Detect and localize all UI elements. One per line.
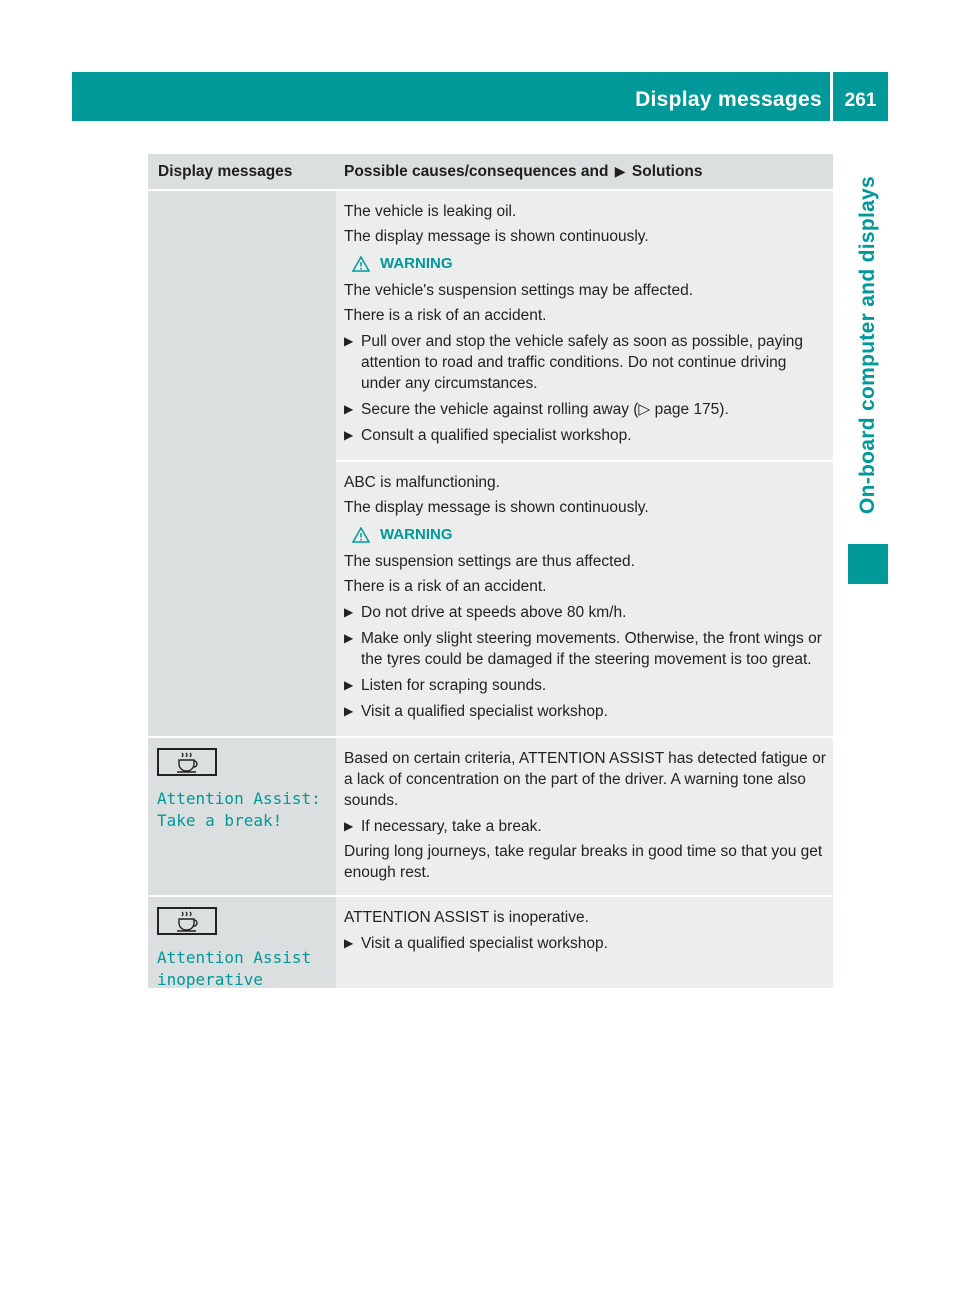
table-row bbox=[148, 895, 833, 988]
step-text: Make only slight steering movements. Otherwise, the front wings or the tyres could be damaged if the steering movement is too great. bbox=[361, 630, 822, 668]
solutions-column bbox=[336, 191, 833, 736]
warning-triangle-icon bbox=[352, 527, 370, 543]
page-number: 261 bbox=[844, 90, 877, 111]
warning-label: WARNING bbox=[380, 526, 453, 543]
coffee-cup-icon bbox=[157, 907, 217, 935]
arrow-right-icon: ▶ bbox=[614, 163, 626, 179]
step-text: Secure the vehicle against rolling away (▷ page 175). bbox=[361, 401, 729, 418]
instruction-step bbox=[344, 675, 827, 696]
cause-text: The display message is shown continuously. bbox=[344, 499, 649, 516]
instruction-step bbox=[344, 399, 827, 420]
step-arrow-icon: ▶ bbox=[344, 678, 354, 692]
solutions-cell bbox=[336, 897, 833, 988]
warning-heading bbox=[352, 524, 827, 545]
warning-text: There is a risk of an accident. bbox=[344, 578, 547, 595]
step-arrow-icon: ▶ bbox=[344, 704, 354, 718]
step-arrow-icon: ▶ bbox=[344, 819, 354, 833]
instruction-step bbox=[344, 816, 827, 837]
step-arrow-icon: ▶ bbox=[344, 631, 354, 645]
display-messages-table bbox=[148, 154, 833, 988]
cause-text: During long journeys, take regular breaks in good time so that you get enough rest. bbox=[344, 843, 823, 881]
step-arrow-icon: ▶ bbox=[344, 334, 354, 348]
cause-text: ABC is malfunctioning. bbox=[344, 474, 500, 491]
warning-text: The vehicle's suspension settings may be affected. bbox=[344, 282, 694, 299]
coffee-cup-icon bbox=[157, 748, 217, 776]
instruction-step bbox=[344, 701, 827, 722]
step-arrow-icon: ▶ bbox=[344, 402, 354, 416]
display-message-text: Attention Assist: Take a break! bbox=[157, 789, 321, 830]
warning-text: There is a risk of an accident. bbox=[344, 307, 547, 324]
table-row bbox=[336, 191, 833, 460]
step-arrow-icon: ▶ bbox=[344, 936, 354, 950]
column-header-prefix: Possible causes/consequences and bbox=[344, 163, 609, 180]
table-header bbox=[148, 154, 833, 189]
instruction-step bbox=[344, 331, 827, 394]
warning-heading bbox=[352, 253, 827, 274]
merged-message-cell bbox=[148, 191, 336, 736]
instruction-step bbox=[344, 602, 827, 623]
cause-text: The vehicle is leaking oil. bbox=[344, 203, 517, 220]
side-tab-marker bbox=[848, 544, 888, 584]
table-row bbox=[336, 460, 833, 736]
column-header-messages: Display messages bbox=[158, 163, 293, 180]
step-text: If necessary, take a break. bbox=[361, 818, 542, 835]
message-cell bbox=[148, 897, 336, 988]
instruction-step bbox=[344, 628, 827, 670]
solutions-cell bbox=[336, 738, 833, 895]
step-arrow-icon: ▶ bbox=[344, 605, 354, 619]
column-header-suffix: Solutions bbox=[631, 163, 703, 180]
step-text: Listen for scraping sounds. bbox=[361, 677, 547, 694]
side-tab bbox=[848, 160, 888, 530]
page-title: Display messages bbox=[635, 88, 822, 111]
instruction-step bbox=[344, 933, 827, 954]
step-text: Visit a qualified specialist workshop. bbox=[361, 703, 608, 720]
table-row bbox=[148, 736, 833, 895]
table-body-merged bbox=[148, 189, 833, 736]
warning-triangle-icon bbox=[352, 256, 370, 272]
step-text: Pull over and stop the vehicle safely as soon as possible, paying attention to road and traffic conditions. Do not continue driving under any circumstances. bbox=[361, 333, 804, 392]
cause-text: ATTENTION ASSIST is inoperative. bbox=[344, 909, 589, 926]
step-text: Consult a qualified specialist workshop. bbox=[361, 427, 632, 444]
instruction-step bbox=[344, 425, 827, 446]
side-tab-label: On-board computer and displays bbox=[856, 175, 879, 515]
warning-label: WARNING bbox=[380, 255, 453, 272]
display-message-text: Attention Assist inoperative bbox=[157, 948, 312, 989]
step-text: Do not drive at speeds above 80 km/h. bbox=[361, 604, 627, 621]
message-cell bbox=[148, 738, 336, 895]
step-arrow-icon: ▶ bbox=[344, 428, 354, 442]
cause-text: Based on certain criteria, ATTENTION ASSIST has detected fatigue or a lack of concentration on the part of the driver. A warning tone also sounds. bbox=[344, 750, 826, 809]
cause-text: The display message is shown continuously. bbox=[344, 228, 649, 245]
step-text: Visit a qualified specialist workshop. bbox=[361, 935, 608, 952]
column-header-solutions bbox=[336, 154, 833, 189]
warning-text: The suspension settings are thus affected. bbox=[344, 553, 635, 570]
